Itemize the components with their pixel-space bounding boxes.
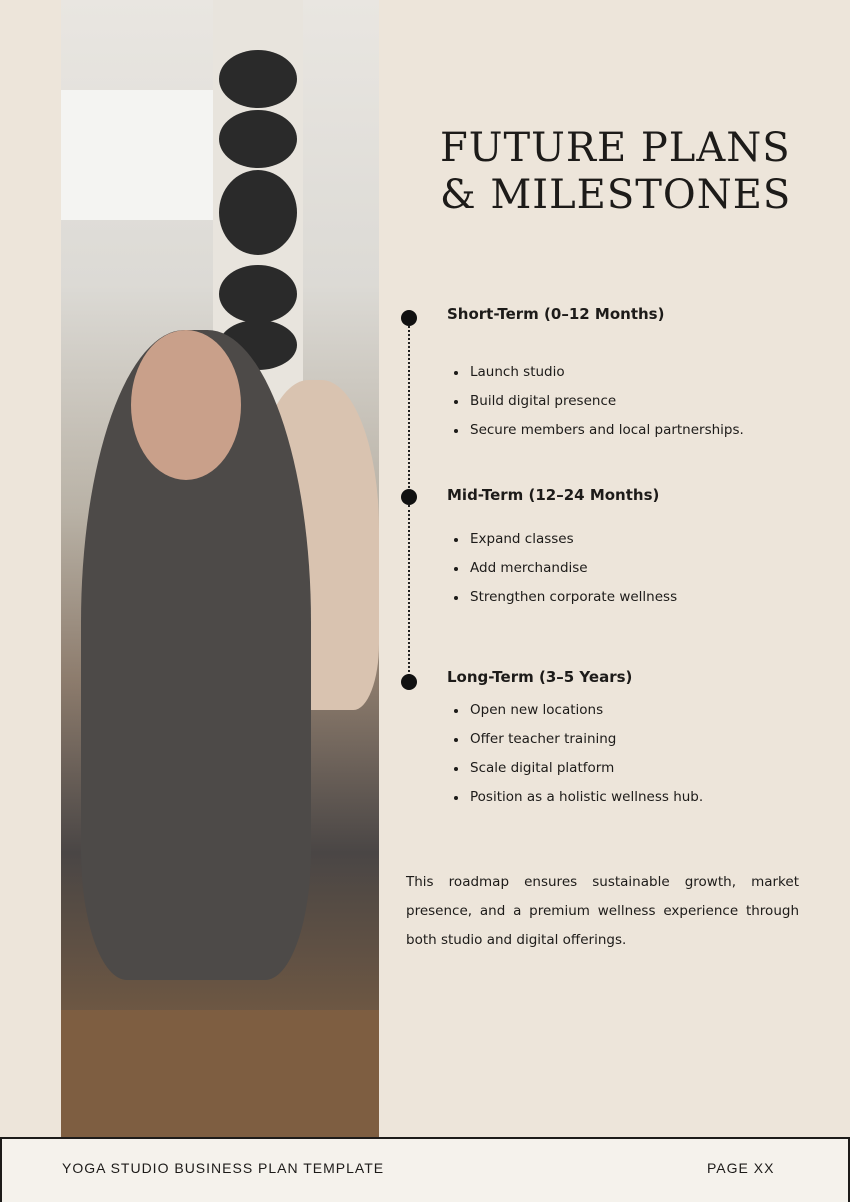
list-item: Expand classes bbox=[452, 525, 677, 554]
yoga-class-photo bbox=[61, 0, 379, 1137]
wood-floor bbox=[61, 1010, 379, 1137]
timeline-dot bbox=[401, 489, 417, 505]
timeline-connector bbox=[408, 326, 410, 496]
summary-paragraph: This roadmap ensures sustainable growth, market presence, and a premium wellness experience through both studio and digital offerings. bbox=[406, 874, 799, 948]
footer bbox=[0, 1137, 850, 1202]
short-term-list bbox=[452, 358, 744, 445]
list-item: Offer teacher training bbox=[452, 725, 703, 754]
title-line: FUTURE PLANS bbox=[440, 125, 791, 171]
list-item: Strengthen corporate wellness bbox=[452, 583, 677, 612]
timeline-dot bbox=[401, 674, 417, 690]
list-item: Secure members and local partnerships. bbox=[452, 416, 744, 445]
moon-phase-decor bbox=[219, 50, 297, 108]
mid-term-list bbox=[452, 525, 677, 612]
long-term-list bbox=[452, 696, 703, 812]
mid-term-heading: Mid-Term (12–24 Months) bbox=[447, 486, 660, 504]
timeline-connector bbox=[408, 505, 410, 680]
footer-page-number: PAGE XX bbox=[707, 1160, 775, 1176]
title-line: & MILESTONES bbox=[440, 172, 792, 218]
list-item: Launch studio bbox=[452, 358, 744, 387]
footer-document-title: YOGA STUDIO BUSINESS PLAN TEMPLATE bbox=[62, 1160, 385, 1176]
window bbox=[61, 90, 213, 220]
moon-phase-decor bbox=[219, 170, 297, 255]
page-title bbox=[440, 125, 791, 219]
list-item: Open new locations bbox=[452, 696, 703, 725]
long-term-heading: Long-Term (3–5 Years) bbox=[447, 668, 633, 686]
moon-phase-decor bbox=[219, 265, 297, 323]
list-item: Add merchandise bbox=[452, 554, 677, 583]
list-item: Scale digital platform bbox=[452, 754, 703, 783]
timeline-dot bbox=[401, 310, 417, 326]
list-item: Position as a holistic wellness hub. bbox=[452, 783, 703, 812]
person-head bbox=[131, 330, 241, 480]
moon-phase-decor bbox=[219, 110, 297, 168]
list-item: Build digital presence bbox=[452, 387, 744, 416]
short-term-heading: Short-Term (0–12 Months) bbox=[447, 305, 665, 323]
